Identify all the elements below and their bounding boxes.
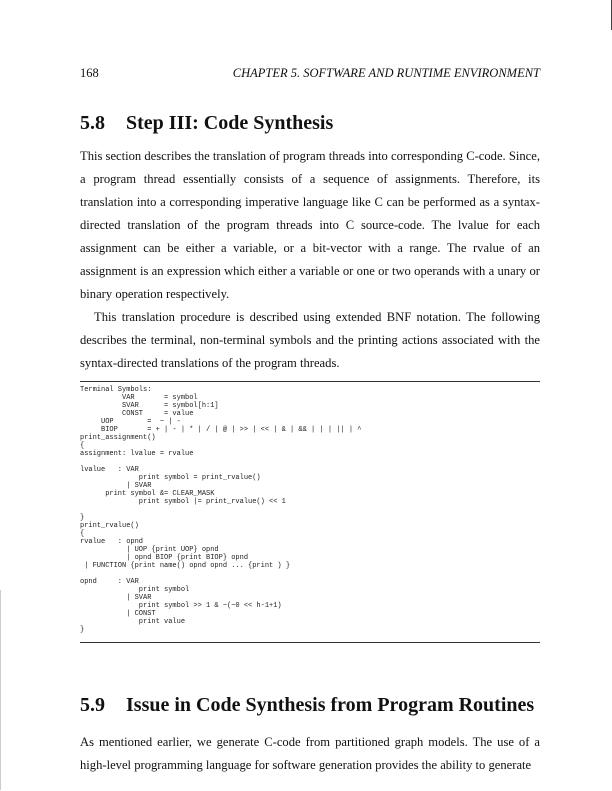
paragraph: This translation procedure is described using extended BNF notation. The following describes the terminal, non-terminal symbols and the printing actions associated with the syntax-directed translations of the program threads. bbox=[80, 310, 540, 370]
page-number: 168 bbox=[80, 66, 99, 80]
running-header bbox=[80, 66, 540, 81]
page-column bbox=[80, 0, 540, 777]
listing-top-rule bbox=[80, 381, 540, 382]
page-edge bbox=[0, 590, 1, 790]
listing-bottom-rule bbox=[80, 642, 540, 643]
paragraph: As mentioned earlier, we generate C-code from partitioned graph models. The use of a high-level programming language for software generation provides the ability to generate bbox=[80, 735, 540, 772]
section-title: Step III: Code Synthesis bbox=[126, 112, 334, 134]
code-listing: Terminal Symbols: VAR = symbol SVAR = symbol[h:1] CONST = value UOP = ~ | - BIOP = + | - | * | / | @ | >> | << | & | && | | | || | ^ print_assignment() { assignment: lvalue = rvalue lvalue : VAR print symbol = print_rvalue() | SVAR print symbol &= CLEAR_MASK print symbol |= print_rvalue() << 1 } print_rvalue() { rvalue : opnd | UOP {print UOP} opnd | opnd BIOP {print BIOP} opnd | FUNCTION {print name() opnd opnd ... {print ) } opnd : VAR print symbol | SVAR print symbol >> 1 & ~(~0 << h-1+1) | CONST print value } bbox=[80, 386, 362, 634]
section-5-8-body bbox=[80, 145, 540, 375]
section-heading-5-8 bbox=[80, 111, 540, 135]
section-number: 5.8 bbox=[80, 112, 105, 134]
paragraph: This section describes the translation of program threads into corresponding C-code. Since, a program thread essentially consists of a sequence of assignments. Therefore, its translation into a corresponding imperative language like C can be performed as a syntax-directed translation of the program threads into C source-code. The lvalue for each assignment can be either a variable, or a bit-vector with a range. The rvalue of an assignment is an expression which either a variable or one or two operands with a unary or binary operation respectively. bbox=[80, 149, 540, 301]
section-5-9-body bbox=[80, 731, 540, 777]
chapter-title: CHAPTER 5. SOFTWARE AND RUNTIME ENVIRONMENT bbox=[232, 66, 540, 80]
section-heading-5-9 bbox=[80, 693, 540, 717]
section-title: Issue in Code Synthesis from Program Routines bbox=[126, 694, 535, 716]
section-number: 5.9 bbox=[80, 694, 105, 716]
